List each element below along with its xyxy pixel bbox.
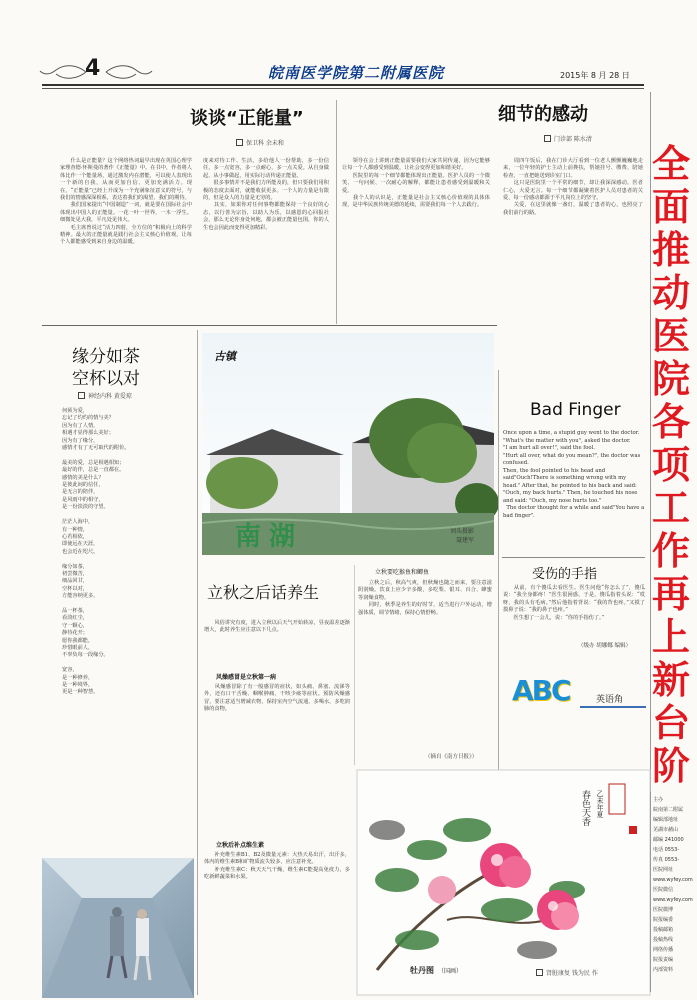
autumn-body-1: 风燥感冒除了有一般感冒的症状，如头痛、鼻塞、流涕等外，还有口干舌燥、咽喉肿痛、干咳少痰等症状。预防风燥感冒，要注意适当增减衣物，保持室内空气流通，多喝水，多吃润肺的食物。 bbox=[204, 684, 350, 713]
autumn-subhead-1: 风燥感冒是立秋第一病 bbox=[216, 674, 277, 681]
divider bbox=[354, 565, 355, 765]
poem-title-line1: 缘分如茶 bbox=[72, 347, 140, 367]
svg-text:春色天香: 春色天香 bbox=[580, 790, 590, 826]
autumn-body-right: 立秋之后，秋高气爽，但秋燥也随之而来，要注意滋阴润燥。饮食上应少辛多酸，多吃梨、银耳、百合、蜂蜜等润燥食物。 同时，秋季是养生的好时节，适当进行户外运动，增强体质，调节情绪，保持心情舒畅。 bbox=[358, 580, 492, 616]
painting-title: 牡丹图 （国画） bbox=[410, 965, 463, 975]
flourish-right bbox=[104, 63, 154, 81]
abc-logo bbox=[512, 674, 578, 716]
peony-painting bbox=[357, 770, 650, 995]
sidebar-line: 皖南第二附属 bbox=[653, 807, 684, 813]
sidebar-line: 传真 0553- bbox=[653, 857, 680, 863]
abc-logo-text: ABC bbox=[512, 674, 570, 707]
section-rule bbox=[42, 325, 497, 326]
injured-finger-title: 受伤的手指 bbox=[532, 567, 598, 582]
right-banner bbox=[652, 143, 697, 791]
sidebar-line: www.wyfey.com bbox=[653, 897, 693, 903]
issue-date: 2015年 8 月 28 日 bbox=[560, 71, 630, 80]
sidebar-line: 编辑部地址 bbox=[653, 817, 679, 823]
article-body-col1: 什么是正能量？这个网络热词最早出现在英国心理学家理查德·怀斯曼的著作《正能量》中。在书中，作者将人体比作一个能量场，通过激发内在潜能，可以使人表现出一个新的自我，从而更加自信、更加充满活力。现在，“正能量”已经上升成为一个充满象征意义的符号，与我们的情感深深相系，表达着我们的渴望、我们的期待。 我们国家提出“中国制造”一词，就是要在国际社会中体现出中国人的正能量。一花一叶一世界，一木一浮生。细微处见大我，平凡处见伟大。 毛主席曾说过“活力四射，全方位的”积极向上的科学精神。最大的正能量就是践行社会主义核心价值观，让每个人都能感受到来自身边的温暖。 bbox=[60, 158, 192, 246]
photo-caption: 南湖 bbox=[235, 522, 304, 552]
autumn-subhead-2: 立秋后补点维生素 bbox=[216, 842, 265, 849]
autumn-body-2: 补充维生素B1、B2及微量元素：大热天易出汗，出汗多，体内的维生素B和矿物质流失较多，应注意补充。 补充维生素C：秋天天气干燥，维生素C能提高免疫力，多吃新鲜蔬菜和水果。 bbox=[204, 852, 350, 881]
page-number: 4 bbox=[85, 56, 101, 81]
section-rule bbox=[502, 557, 645, 558]
svg-text:乙未年夏: 乙未年夏 bbox=[596, 790, 604, 818]
article-title-autumn: 立秋之后话养生 bbox=[207, 583, 320, 602]
bad-finger-title: Bad Finger bbox=[530, 400, 621, 420]
bad-finger-text: Once upon a time, a stupid guy went to the doctor. "What's the matter with you", asked the doctor. "I am hurt all over!", said the fool. "Hurt all over, what do you mean?", the doctor was confused. Then, the fool pointed to his head and said"Ouch!There is something wrong with my head." After that, he pointed to his back and said: "Ouch, my back hurts." Then, he touched his nose and said: "Ouch, my nose hurts too." The doctor thought for a while and said"You have a bad finger". bbox=[503, 430, 645, 519]
divider bbox=[650, 792, 651, 992]
poem-text: 何须为爱， 忘记了灼灼的情与美？ 因为有了人情， 相遇才显得那么美好； 因为有了缘分， 感情才有了无可取代的附价。 最美的爱，总是相遇相知； 最好的伴，总是一直都在。 感情的美是什么？ 是彼此间的信任， 是无言的陪伴， 是风雨中的相守， 是一份淡淡的守望。 茫茫人海中， 有一种情， 心若相依， 即使远在天涯， 也会近在咫尺。 缘分如茶， 初尝微苦， 细品回甘， 空杯以对， 方能容纳更多。 品一杯茶， 看淡红尘， 守一颗心， 静待花开； 愿你我都能， 珍惜眼前人， 不辜负每一段缘分。 宽容， 是一种修养， 是一种境界， 更是一种智慧。 bbox=[62, 408, 130, 696]
corridor-photo bbox=[42, 858, 194, 998]
injured-finger-text: 从前，有个傻瓜去看医生。医生问他“你怎么了”，傻瓜说：“我全身都疼！”医生很困惑。于是，傻瓜指着头说：“哎呀，我的头有毛病。”然后他指着背说：“我的背也疼。”又摸了摸鼻子说：“我的鼻子也疼。” 医生想了一会儿，说：“你的手指伤了。” bbox=[503, 585, 645, 621]
english-corner-label: 英语角 bbox=[596, 695, 624, 705]
injured-finger-credit: （级办 胡娜娜 编辑） bbox=[578, 643, 631, 649]
photo-credit-1: 刘头摄影 bbox=[450, 528, 475, 535]
sidebar-line: 电话 0553- bbox=[653, 847, 680, 853]
photo-label: 古镇 bbox=[214, 350, 236, 363]
photo-credit-2: 聂建军 bbox=[456, 537, 475, 544]
article-body-col2: 度来对待工作、生活，多给他人一份帮助，多一份信任，多一点宽容，多一点耐心，多一点关爱。从自身做起，从小事做起，用实际行动传递正能量。 很多事情并不是我们力所能及的，但只要我们用积极的态度去面对，就能收获更多。一个人的力量是有限的，但是众人的力量是无穷的。 其实，如果你对任何事物都能保持一个良好的心态，以行善为宗旨，以助人为乐，以感恩的心回报社会，那么无论你身处何地，都会被正能量包围，你的人生也会因此而变得更加精彩。 bbox=[203, 158, 329, 231]
english-corner-rule bbox=[580, 706, 646, 708]
sidebar-line: 医院微博 bbox=[653, 907, 674, 913]
article-byline-detail: 门诊部 陈水清 bbox=[544, 134, 592, 143]
poem-title-line2: 空杯以对 bbox=[72, 369, 140, 389]
divider bbox=[336, 100, 337, 324]
poem-byline: 神经内科 黄爱琼 bbox=[78, 391, 132, 400]
masthead bbox=[0, 0, 695, 100]
painting-credit: 肾脏康复 钱为民 作 bbox=[536, 968, 598, 977]
sidebar-line: 主办 bbox=[653, 797, 664, 803]
autumn-intro: 风俗讲究有度，进入立秋以后天气开始转凉，昼夜温差逐渐增大，此时养生应注意以下几点。 bbox=[204, 620, 350, 634]
masthead-rule bbox=[42, 84, 644, 86]
article-body-col3: 领导在会上讲到正能量需要我们大家共同传递，因为它能够让每一个人都感受到温暖，让社会变得更加和谐美好。 医院里的每一个细节都能体现出正能量。医护人员的一个微笑、一句问候、一次耐心的解释，都能让患者感受到温暖和关爱。 我个人的认识是，正能量是社会主义核心价值观的具体体现，是中华民族传统美德的延续，需要我们每一个人去践行。 bbox=[342, 158, 490, 209]
sidebar-line: 投稿邮箱 bbox=[653, 927, 674, 933]
hospital-name: 皖南医学院第二附属医院 bbox=[268, 64, 445, 82]
article-title-detail: 细节的感动 bbox=[498, 104, 588, 125]
sidebar-line: 院报责编 bbox=[653, 957, 674, 963]
sidebar-line: 内部资料 bbox=[653, 967, 674, 973]
sidebar-line: 院报编委 bbox=[653, 917, 674, 923]
article-byline-positive-energy: 保卫科 余未和 bbox=[236, 138, 284, 147]
divider bbox=[197, 330, 198, 995]
sidebar-line: 医院微信 bbox=[653, 887, 674, 893]
masthead-rule-thin bbox=[42, 88, 644, 89]
right-banner-text: 全面推动医院各项工作再上新台阶 bbox=[652, 142, 691, 788]
sidebar-info bbox=[653, 795, 693, 995]
sidebar-line: 医院网址 bbox=[653, 867, 674, 873]
autumn-source: （摘自《南方日报》） bbox=[425, 754, 478, 760]
sidebar-line: 网络传播 bbox=[653, 947, 674, 953]
sidebar-line: www.wyfey.com bbox=[653, 877, 693, 883]
flourish-left bbox=[38, 63, 88, 81]
sidebar-line: 芜湖市赭山 bbox=[653, 827, 679, 833]
autumn-subhead-right: 立秋要吃猴鱼和鲫鱼 bbox=[375, 569, 430, 576]
article-title-positive-energy: 谈谈“正能量” bbox=[190, 108, 304, 129]
sidebar-line: 邮编 241000 bbox=[653, 837, 684, 843]
sidebar-line: 投稿热线 bbox=[653, 937, 674, 943]
article-body-col4: 周四午饭后，我在门诊大厅看到一位老人颤颤巍巍地走来，一位年轻的护士主动上前搀扶，帮她挂号、缴费、陪她检查，一直把她送到诊室门口。 这只是医院里一个平常的细节，却让我深深感动。医者仁心，大爱无言。每一个细节都凝聚着医护人员对患者的关爱，每一份感动都源于平凡岗位上的坚守。 关爱，在这里就像一盏灯，温暖了患者的心，也照亮了我们前行的路。 bbox=[503, 158, 643, 216]
